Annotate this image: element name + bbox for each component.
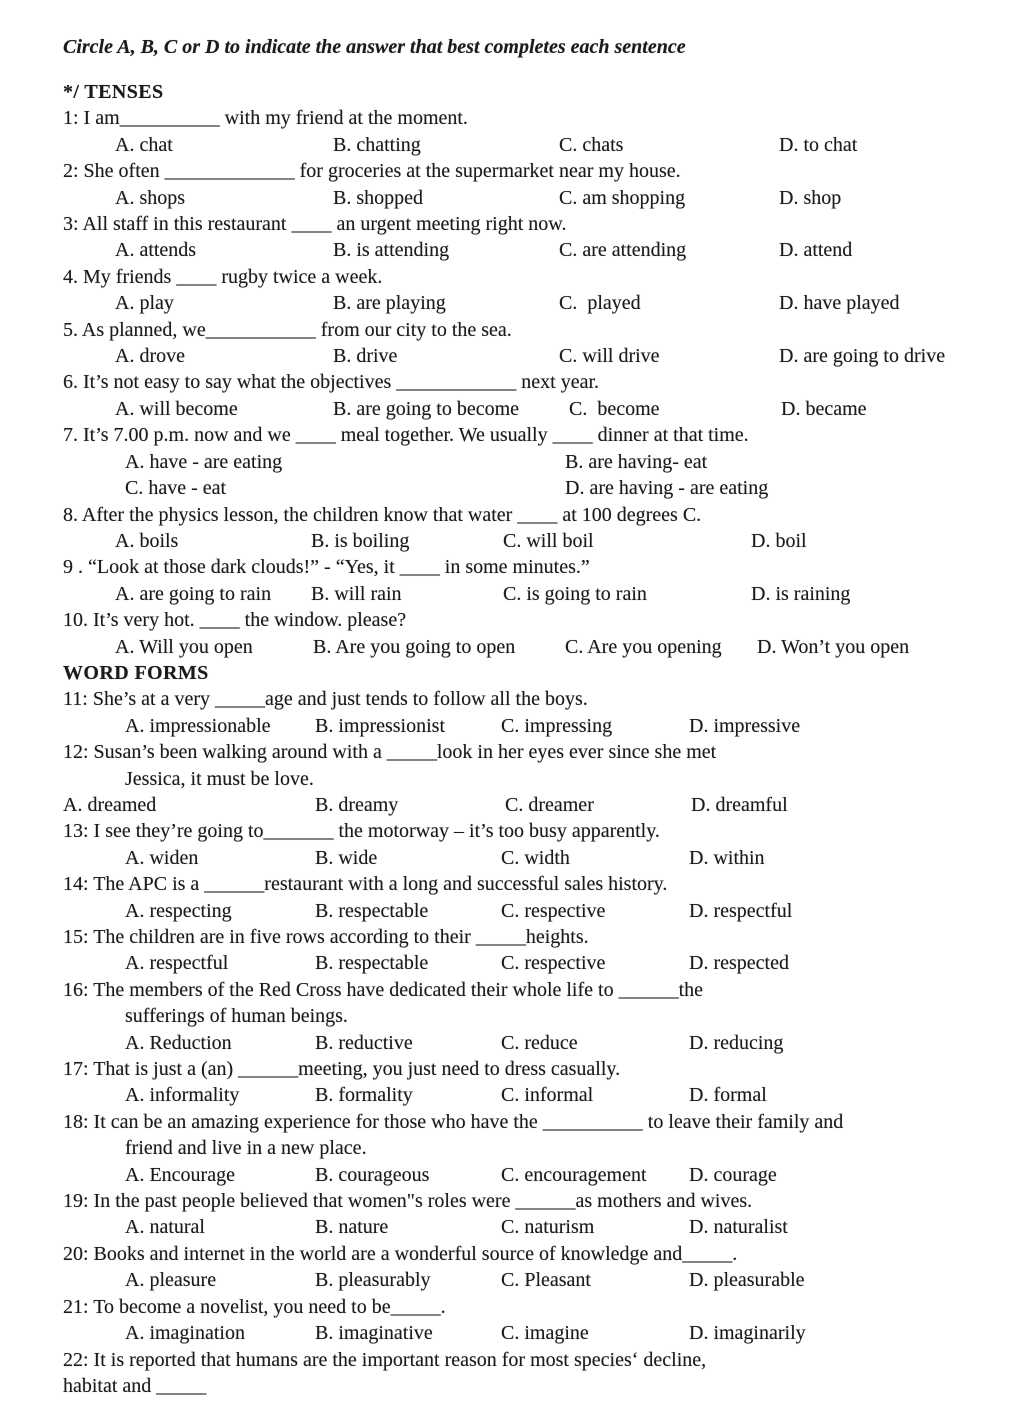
question-text: 14: The APC is a ______restaurant with a long and successful sales history. [63, 873, 668, 896]
answer-option: A. play [115, 292, 174, 315]
question-text: 21: To become a novelist, you need to be_____. [63, 1295, 446, 1318]
question-text: 8. After the physics lesson, the children know that water ____ at 100 degrees C. [63, 503, 702, 526]
answer-option: B. nature [315, 1216, 389, 1239]
answer-option: A. will become [115, 397, 238, 420]
answer-option: D. impressive [689, 714, 801, 737]
answer-option: A. imagination [125, 1322, 245, 1345]
options-row [63, 449, 996, 475]
section-heading: */ TENSES [63, 81, 164, 103]
answer-option: A. are going to rain [115, 582, 272, 605]
options-row [63, 845, 996, 871]
answer-option: A. impressionable [125, 714, 271, 737]
answer-option: C. informal [501, 1084, 594, 1107]
options-row [63, 1082, 996, 1108]
answer-option: D. attend [779, 239, 853, 262]
answer-option: C. imagine [501, 1322, 589, 1345]
question-text: Jessica, it must be love. [125, 767, 314, 790]
answer-option: A. drove [115, 345, 185, 368]
questions-container [63, 79, 996, 1399]
answer-option: C. Are you opening [565, 635, 722, 658]
answer-option: C. respective [501, 899, 606, 922]
answer-option: D. imaginarily [689, 1322, 806, 1345]
answer-option: B. shopped [333, 186, 423, 209]
answer-option: B. impressionist [315, 714, 446, 737]
options-row [63, 713, 996, 739]
options-row [63, 792, 996, 818]
answer-option: C. played [559, 292, 641, 315]
answer-option: D. respectful [689, 899, 793, 922]
answer-option: B. are going to become [333, 397, 520, 420]
question-text: habitat and _____ [63, 1374, 207, 1397]
answer-option: B. imaginative [315, 1322, 433, 1345]
answer-option: A. widen [125, 846, 199, 869]
question-text: 16: The members of the Red Cross have dedicated their whole life to ______the [63, 978, 704, 1001]
answer-option: B. reductive [315, 1031, 413, 1054]
options-row [63, 528, 996, 554]
question-text: 17: That is just a (an) ______meeting, you just need to dress casually. [63, 1058, 621, 1081]
question-text: 3: All staff in this restaurant ____ an urgent meeting right now. [63, 213, 567, 236]
answer-option: C. will boil [503, 529, 594, 552]
answer-option: A. informality [125, 1084, 240, 1107]
answer-option: D. shop [779, 186, 842, 209]
answer-option: A. shops [115, 186, 186, 209]
options-row [63, 343, 996, 369]
question-text: 20: Books and internet in the world are a wonderful source of knowledge and_____. [63, 1242, 738, 1265]
answer-option: A. Will you open [115, 635, 253, 658]
options-row [63, 185, 996, 211]
answer-option: D. formal [689, 1084, 767, 1107]
answer-option: C. impressing [501, 714, 613, 737]
question-text: 2: She often _____________ for groceries at the supermarket near my house. [63, 160, 681, 183]
answer-option: B. will rain [311, 582, 402, 605]
question-text: 6. It’s not easy to say what the objectives ____________ next year. [63, 371, 600, 394]
answer-option: B. respectable [315, 952, 429, 975]
answer-option: D. is raining [751, 582, 851, 605]
options-row [63, 1267, 996, 1293]
question-text: 1: I am__________ with my friend at the moment. [63, 107, 468, 130]
answer-option: D. reducing [689, 1031, 784, 1054]
answer-option: A. boils [115, 529, 179, 552]
answer-option: A. natural [125, 1216, 205, 1239]
question-text: 10. It’s very hot. ____ the window. please? [63, 609, 407, 632]
answer-option: C. naturism [501, 1216, 595, 1239]
answer-option: D. courage [689, 1163, 777, 1186]
options-row [63, 132, 996, 158]
question-text: 9 . “Look at those dark clouds!” - “Yes, it ____ in some minutes.” [63, 556, 590, 579]
section-heading: WORD FORMS [63, 661, 209, 684]
question-text: 12: Susan’s been walking around with a _____look in her eyes ever since she met [63, 741, 717, 764]
question-text: 19: In the past people believed that women"s roles were ______as mothers and wives. [63, 1190, 753, 1213]
answer-option: D. are having - are eating [565, 477, 769, 500]
answer-option: B. formality [315, 1084, 413, 1107]
options-row [63, 237, 996, 263]
answer-option: B. Are you going to open [313, 635, 516, 658]
answer-option: C. Pleasant [501, 1269, 591, 1292]
answer-option: B. drive [333, 345, 398, 368]
answer-option: A. dreamed [63, 793, 157, 816]
options-row [63, 1162, 996, 1188]
answer-option: D. have played [779, 292, 900, 315]
question-text: 15: The children are in five rows according to their _____heights. [63, 926, 589, 948]
question-text: 5. As planned, we___________ from our city to the sea. [63, 318, 512, 341]
answer-option: A. Reduction [125, 1031, 232, 1054]
answer-option: A. attends [115, 239, 197, 262]
question-text: sufferings of human beings. [125, 1005, 348, 1028]
question-text: 11: She’s at a very _____age and just tends to follow all the boys. [63, 688, 588, 711]
answer-option: C. reduce [501, 1031, 578, 1054]
answer-option: C. will drive [559, 345, 660, 368]
options-row [63, 1030, 996, 1056]
answer-option: B. respectable [315, 899, 429, 922]
answer-option: A. respecting [125, 899, 232, 922]
options-row [63, 396, 996, 422]
question-text: 7. It’s 7.00 p.m. now and we ____ meal together. We usually ____ dinner at that time. [63, 424, 749, 447]
answer-option: B. are having- eat [565, 450, 708, 473]
question-text: 4. My friends ____ rugby twice a week. [63, 265, 383, 288]
answer-option: A. respectful [125, 952, 229, 975]
answer-option: D. pleasurable [689, 1269, 805, 1292]
answer-option: D. became [781, 397, 867, 420]
answer-option: D. Won’t you open [757, 635, 910, 658]
answer-option: D. naturalist [689, 1216, 788, 1239]
answer-option: C. become [569, 397, 660, 420]
answer-option: C. dreamer [505, 793, 594, 816]
answer-option: B. is attending [333, 239, 450, 262]
options-row [63, 475, 996, 501]
answer-option: D. to chat [779, 133, 858, 156]
answer-option: B. wide [315, 846, 378, 869]
options-row [63, 1320, 996, 1346]
answer-option: C. is going to rain [503, 582, 647, 605]
answer-option: B. dreamy [315, 793, 399, 816]
answer-option: D. dreamful [691, 793, 788, 816]
answer-option: C. chats [559, 133, 624, 156]
answer-option: C. am shopping [559, 186, 686, 209]
answer-option: B. courageous [315, 1163, 430, 1186]
instruction-title: Circle A, B, C or D to indicate the answer that best completes each sentence [63, 36, 686, 58]
question-text: 13: I see they’re going to_______ the motorway – it’s too busy apparently. [63, 820, 660, 843]
answer-option: A. Encourage [125, 1163, 235, 1186]
options-row [63, 1214, 996, 1240]
answer-option: C. have - eat [125, 477, 227, 500]
answer-option: C. width [501, 846, 570, 869]
answer-option: C. are attending [559, 239, 687, 262]
options-row [63, 581, 996, 607]
question-text: 22: It is reported that humans are the important reason for most species‘ decline, [63, 1348, 707, 1371]
answer-option: C. encouragement [501, 1163, 647, 1186]
answer-option: D. boil [751, 529, 807, 552]
question-text: 18: It can be an amazing experience for those who have the __________ to leave their family and [63, 1110, 844, 1133]
options-row [63, 634, 996, 660]
answer-option: D. are going to drive [779, 345, 946, 368]
answer-option: B. is boiling [311, 529, 410, 552]
options-row [63, 950, 996, 976]
answer-option: B. chatting [333, 133, 421, 156]
options-row [63, 290, 996, 316]
answer-option: A. pleasure [125, 1269, 217, 1292]
answer-option: D. respected [689, 952, 789, 975]
answer-option: C. respective [501, 952, 606, 975]
question-text: friend and live in a new place. [125, 1137, 367, 1160]
options-row [63, 898, 996, 924]
answer-option: B. pleasurably [315, 1269, 431, 1292]
answer-option: A. have - are eating [125, 450, 283, 473]
answer-option: D. within [689, 846, 765, 869]
answer-option: B. are playing [333, 292, 446, 315]
answer-option: A. chat [115, 133, 173, 156]
